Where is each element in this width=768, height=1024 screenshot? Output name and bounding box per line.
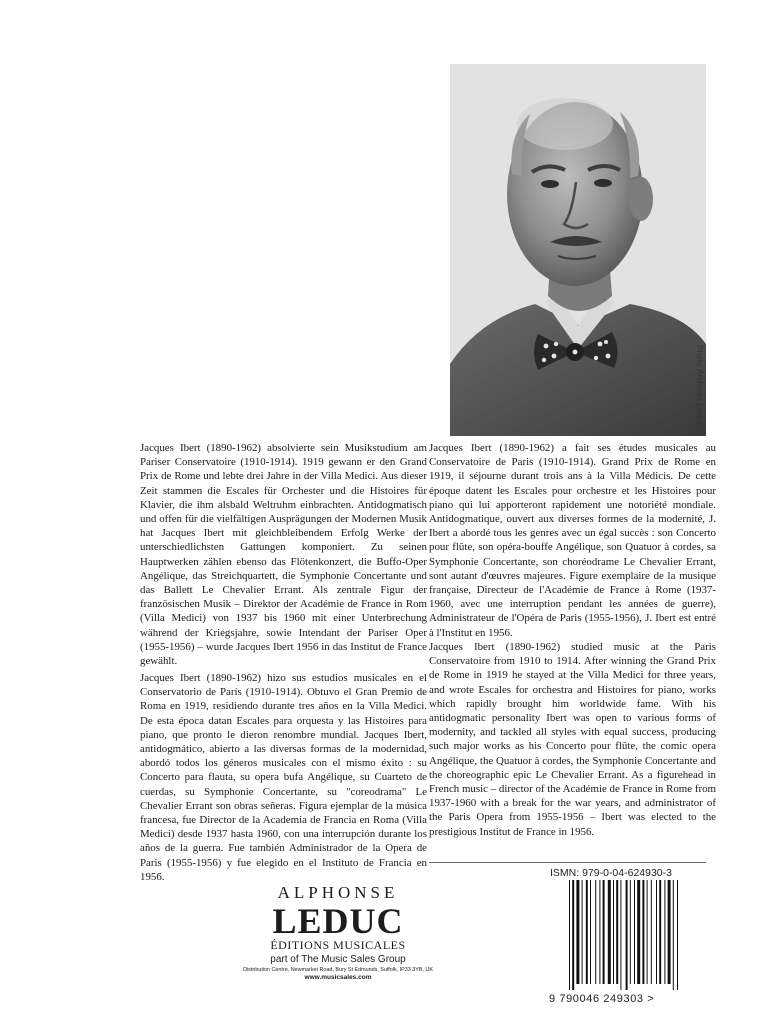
barcode-bar [673, 880, 674, 990]
barcode-bar [569, 880, 570, 990]
barcode-bar [630, 880, 631, 984]
barcode-bar [677, 880, 678, 990]
publisher-group: part of The Music Sales Group [270, 954, 406, 965]
biography-spanish-text: Jacques Ibert (1890-1962) hizo sus estudios musicales en el Conservatorio de París (1910-1914). Obtuvo el Gran Premio de Roma en 1919, residiendo durante tres años en la Villa Medici. De esta época datan Escales para orquesta y las Histoires para piano, que pronto le dieron renombre mundial. Jacques Ibert, antidogmático, abierto a las diversas formas de la modernidad, abordó todos los géneros musicales con el mismo éxito : su Concerto para flauta, su opera bufa Angélique, su Cuarteto de cuerdas, su Symphonie Concertante, su "coreodrama" Le Chevalier Errant son obras señeras. Figura ejemplar de la música francesa, fue Director de la Academia de Francia en Roma (Villa Medici) desde 1937 hasta 1960, con una interrupción durante los años de la guerra. Fue también Administrador de la Opera de Paris (1955-1956) y fue elegido en el Instituto de Francia en 1956. [140, 672, 427, 883]
biography-german [140, 441, 427, 668]
barcode-bar [664, 880, 665, 984]
photo-credit: Photo Archives Leduc [695, 345, 704, 427]
portrait-drawing [450, 64, 706, 436]
barcode-bar [599, 880, 600, 984]
logo-alphonse: ALPHONSE [277, 883, 399, 902]
publisher-logo [240, 884, 436, 982]
barcode-bar [659, 880, 661, 984]
barcode-bar [595, 880, 596, 984]
ismn-number: ISMN: 979-0-04-624930-3 [550, 867, 672, 879]
barcode-bar [608, 880, 611, 984]
biography-french [429, 441, 716, 640]
biography-english-text: Jacques Ibert (1890-1962) studied music at the Paris Conservatoire from 1910 to 1914. After winning the Grand Prix de Rome in 1919 he stayed at the Villa Medici for three years, and wrote Escales for orchestra and Histoires for piano, works which rapidly brought him worldwide fame. With his antidogmatic personality Ibert was open to various forms of modernity, and tackled all styles with equal success, producing such major works as his Concerto pour flûte, the comic opera Angélique, the Quatuor à cordes, the Symphonie Concertante and the choreographic epic Le Chevalier Errant. As a figurehead in French music – director of the Académie de France in Rome from 1937-1960 with a break for the war years, and administrator of the Paris Opera from 1955-1956 – Ibert was elected to the prestigious Institut de France in 1956. [429, 641, 716, 838]
barcode-bar [651, 880, 652, 984]
biography-german-text: Jacques Ibert (1890-1962) absolvierte sein Musikstudium am Pariser Conservatoire (1910-1914). 1919 gewann er den Grand Prix de Rome und lebte drei Jahre in der Villa Medici. Aus dieser Zeit stammen die Escales für Orchester und die Histoires für Klavier, die ihm alsbald Weltruhm einbrachten. Antidogmatisch und offen für die vielfältigen Ausprägungen der Modernen Musik hat Jacques Ibert mit gleichbleibendem Erfolg Werke der unterschiedlichsten Gattungen komponiert. Zu seinen Hauptwerken zählen ebenso das Flötenkonzert, die Buffo-Oper Angélique, das Streichquartett, die Symphonie Concertante und das Ballett Le Chevalier Errant. Als zentrale Figur der französischen Musik – Direktor der Académie de France in Rom (Villa Medici) von 1937 bis 1960 mit einer Unterbrechung während der Kriegsjahre, sowie Intendant der Pariser Oper (1955-1956) – wurde Jacques Ibert 1956 in das Institut de France gewählt. [140, 442, 427, 668]
barcode-bar [590, 880, 591, 984]
barcode-digits: 9 790046 249303 > [549, 993, 655, 1005]
publisher-url: www.musicsales.com [304, 974, 372, 981]
barcode-bar [656, 880, 657, 984]
barcode-bar [613, 880, 614, 984]
barcode-bar [616, 880, 618, 984]
barcode-bar [634, 880, 635, 984]
logo-leduc: LEDUC [272, 901, 404, 941]
barcode-bar [576, 880, 579, 984]
barcode-bar [642, 880, 644, 984]
barcode-bar [620, 880, 621, 990]
biography-french-text: Jacques Ibert (1890-1962) a fait ses études musicales au Conservatoire de Paris (1910-1914). Grand Prix de Rome en 1919, il séjourne durant trois ans à la Villa Médicis. De cette époque datent les Escales pour orchestre et les Histoires pour piano qui lui apporteront rapidement une notoriété mondiale. Antidogmatique, ouvert aux diverses formes de la modernité, J. Ibert a abordé tous les genres avec un égal succès : son Concerto pour flûte, son opéra-bouffe Angélique, son Quatuor à cordes, sa Symphonie Concertante, son choréodrame Le Chevalier Errant, sont autant d'œuvres majeures. Figure exemplaire de la musique française, Directeur de l'Académie de France à Rome (1937-1960, avec une interruption pendant les années de guerre), Administrateur de l'Opéra de Paris (1955-1956), J. Ibert est entré à l'Institut en 1956. [429, 442, 716, 639]
barcode-bar [626, 880, 628, 990]
barcode-bar [572, 880, 574, 990]
barcode [567, 880, 705, 992]
divider [429, 862, 706, 863]
barcode-bar [586, 880, 588, 984]
barcode-bar [647, 880, 648, 984]
biography-english [429, 640, 716, 839]
biography-spanish [140, 671, 427, 884]
distribution-address: Distribution Centre, Newmarket Road, Bury St Edmunds, Suffolk, IP33 3YB, UK [243, 967, 433, 973]
barcode-bar [582, 880, 583, 984]
composer-portrait [450, 64, 706, 436]
barcode-bar [668, 880, 671, 984]
barcode-bar [603, 880, 605, 984]
barcode-bar [637, 880, 640, 984]
logo-editions-musicales: ÉDITIONS MUSICALES [270, 938, 406, 952]
